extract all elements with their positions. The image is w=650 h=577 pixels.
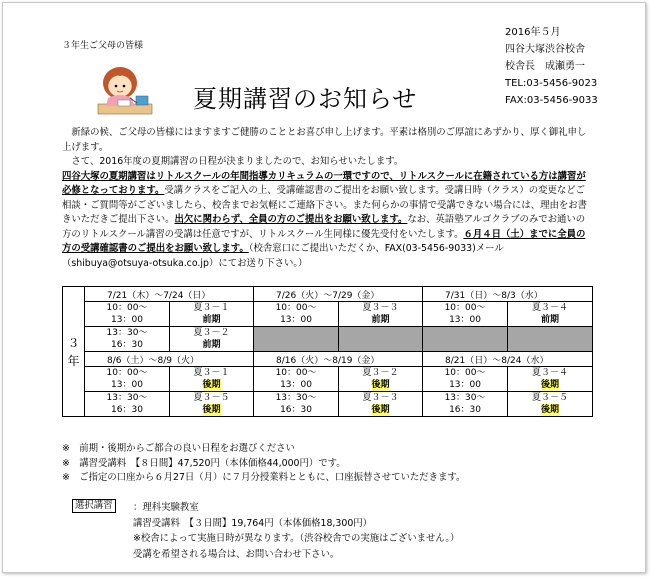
elective-course: ：理科実験教室 bbox=[133, 502, 199, 513]
elective-contact-note: 受講を希望される場合は、お問い合わせ下さい。 bbox=[133, 548, 340, 560]
recipient-line: ３年生ご父母の皆様 bbox=[62, 41, 144, 51]
empty-slot bbox=[254, 327, 339, 352]
note-fee: ※ 講習受講料 【８日間】47,520円（本体価格44,000円）です。 bbox=[62, 457, 346, 469]
empty-slot bbox=[423, 327, 508, 352]
time-slot: 10：00～ 13：00 bbox=[423, 302, 508, 327]
period-header: 7/31（日）～8/3（水） bbox=[423, 287, 593, 302]
grade-cell: ３ 年 bbox=[63, 287, 85, 417]
issue-date: 2016年５月 bbox=[505, 27, 561, 38]
time-slot: 10：00～ 13：00 bbox=[254, 302, 339, 327]
class-cell: 夏３－２ 前期 bbox=[170, 327, 254, 352]
class-cell: 夏３－１ 後期 bbox=[170, 367, 254, 392]
class-cell: 夏３－４ 前期 bbox=[508, 302, 593, 327]
class-cell: 夏３－３ 前期 bbox=[339, 302, 423, 327]
table-row bbox=[63, 302, 593, 327]
table-row bbox=[63, 327, 593, 352]
class-cell: 夏３－３ 後期 bbox=[339, 392, 423, 417]
page-title: 夏期講習のお知らせ bbox=[193, 85, 418, 113]
empty-slot bbox=[508, 327, 593, 352]
time-slot: 10：00～ 13：00 bbox=[254, 367, 339, 392]
time-slot: 13：30～ 16：30 bbox=[423, 392, 508, 417]
table-row bbox=[63, 352, 593, 367]
principal-name: 校舎長 成瀬勇一 bbox=[505, 61, 585, 72]
note-term-choice: ※ 前期・後期からご都合の良い日程をお選びください bbox=[62, 443, 295, 454]
fax-number: FAX:03-5456-9033 bbox=[505, 95, 598, 106]
deadline-notice: ６月４日（土）までに全員の方の受講確認書のご提出をお願い致します。 bbox=[62, 228, 586, 254]
letter-body bbox=[62, 126, 590, 271]
student-studying-illustration bbox=[96, 60, 154, 118]
table-row bbox=[63, 287, 593, 302]
algo-club-notice: なお、英語塾アルゴクラブのみでお通いの方のリトルスクール講習の受講は任意ですが、リトルスクール生同様に優先受付をいたします。 bbox=[62, 214, 586, 240]
table-row bbox=[63, 367, 593, 392]
time-slot: 10：00～ 13：00 bbox=[423, 367, 508, 392]
school-name: 四谷大塚渋谷校舎 bbox=[505, 44, 585, 55]
email-address: （shibuya@otsuya-otsuka.co.jp）にてお送り下さい。） bbox=[62, 257, 308, 269]
schedule-table bbox=[62, 286, 593, 417]
class-cell: 夏３－５ 後期 bbox=[508, 392, 593, 417]
period-header: 7/21（木）～7/24（日） bbox=[85, 287, 254, 302]
announcement-intro: さて、2016年度の夏期講習の日程が決まりましたので、お知らせいたします。 bbox=[71, 156, 404, 167]
elective-label: 選択講習 bbox=[72, 499, 116, 513]
class-cell: 夏３－２ 後期 bbox=[339, 367, 423, 392]
note-payment: ※ ご指定の口座から６月27日（月）に７月分授業料とともに、口座振替させていただきます。 bbox=[62, 472, 466, 483]
fee-notes bbox=[62, 442, 465, 486]
period-header: 8/6（土）～8/9（火） bbox=[85, 352, 254, 367]
time-slot: 13：30～ 16：30 bbox=[254, 392, 339, 417]
time-slot: 10：00～ 13：00 bbox=[85, 367, 170, 392]
time-slot: 10：00～ 13：00 bbox=[85, 302, 170, 327]
mandatory-notice: 四谷大塚の夏期講習はリトルスクールの年間指導カリキュラムの一環ですので、リトルスクールに在籍されている方は講習が必修となっております。 bbox=[62, 170, 586, 196]
submission-method: （校舎窓口にご提出いただくか、FAX(03-5456-9033)メール bbox=[248, 243, 504, 254]
submission-instructions: 受講クラスをご記入の上、受講確認書のご提出をお願い致します。受講日時（クラス）の変更などご相談・ご質問等がございましたら、校舎までお気軽にご連絡下さい。また何らかの事情で受講できない場合には、理由をお書きいただきご提出下さい。 bbox=[62, 185, 588, 225]
time-slot: 13：30～ 16：30 bbox=[85, 327, 170, 352]
sender-block bbox=[505, 24, 598, 109]
period-header: 7/26（火）～7/29（金） bbox=[254, 287, 423, 302]
greeting-paragraph: 新緑の候、ご父母の皆様にはますますご健勝のこととお喜び申し上げます。平素は格別のご厚誼にあずかり、厚く御礼申し上げます。 bbox=[62, 127, 587, 153]
time-slot: 13：30～ 16：30 bbox=[85, 392, 170, 417]
period-header: 8/21（日）～8/24（水） bbox=[423, 352, 593, 367]
elective-fee: 講習受講料 【３日間】19,764円（本体価格18,300円） bbox=[133, 517, 373, 529]
elective-location-note: ※校舎によって実施日時が異なります。（渋谷校舎での実施はございません。） bbox=[133, 533, 460, 544]
class-cell: 夏３－１ 前期 bbox=[170, 302, 254, 327]
all-submit-notice: 出欠に関わらず、全員の方のご提出をお願い致します。 bbox=[174, 214, 408, 225]
elective-details bbox=[133, 500, 459, 562]
period-header: 8/16（火）～8/19（金） bbox=[254, 352, 423, 367]
class-cell: 夏３－４ 後期 bbox=[508, 367, 593, 392]
table-row bbox=[63, 392, 593, 417]
empty-slot bbox=[339, 327, 423, 352]
class-cell: 夏３－５ 後期 bbox=[170, 392, 254, 417]
announcement-paragraph bbox=[62, 155, 590, 271]
tel-number: TEL:03-5456-9023 bbox=[505, 78, 598, 89]
